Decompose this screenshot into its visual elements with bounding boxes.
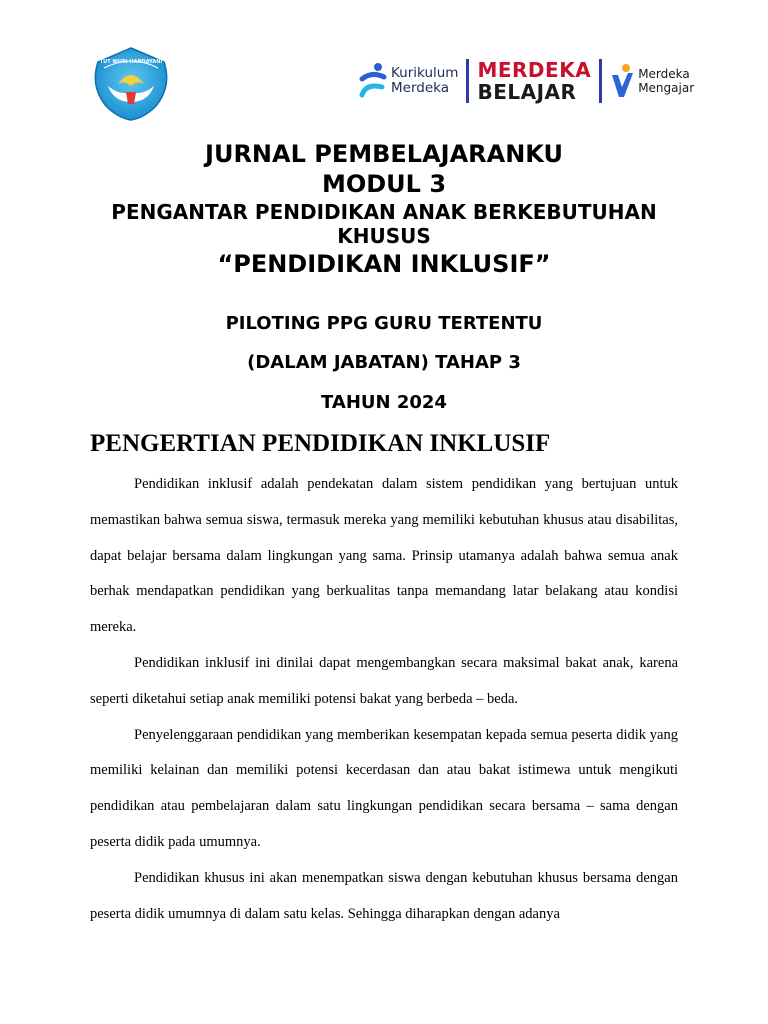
merdeka-belajar-wordmark bbox=[477, 59, 591, 103]
module-title: MODUL 3 bbox=[321, 170, 447, 198]
logo-separator bbox=[466, 59, 469, 103]
topic-title: “PENDIDIKAN INKLUSIF” bbox=[217, 250, 551, 278]
course-title: PENGANTAR PENDIDIKAN ANAK BERKEBUTUHAN KHUSUS bbox=[111, 200, 657, 248]
kurikulum-merdeka-icon bbox=[358, 61, 388, 101]
section-heading: PENGERTIAN PENDIDIKAN INKLUSIF bbox=[90, 430, 551, 457]
stage-line: (DALAM JABATAN) TAHAP 3 bbox=[247, 352, 521, 373]
paragraph: Penyelenggaraan pendidikan yang memberikan kesempatan kepada semua peserta didik yang memiliki kelainan dan memiliki potensi kecerdasan dan atau bakat istimewa untuk mengikuti pendidikan atau pembelajaran dalam satu lingkungan pendidikan secara bersama – sama dengan peserta didik pada umumnya. bbox=[90, 726, 678, 850]
logo-separator bbox=[599, 59, 602, 103]
section-body bbox=[90, 467, 678, 932]
kurikulum-line2: Merdeka bbox=[391, 80, 449, 96]
paragraph: Pendidikan inklusif ini dinilai dapat mengembangkan secara maksimal bakat anak, karena seperti diketahui setiap anak memiliki potensi bakat yang berbeda – beda. bbox=[90, 654, 678, 707]
merdeka-mengajar-wordmark bbox=[638, 67, 694, 95]
logo-lettering: TUT WURI HANDAYANI bbox=[99, 59, 163, 65]
kurikulum-merdeka-wordmark bbox=[391, 66, 458, 96]
tut-wuri-handayani-logo bbox=[90, 46, 172, 122]
paragraph: Pendidikan inklusif adalah pendekatan dalam sistem pendidikan yang bertujuan untuk memastikan bahwa semua siswa, termasuk mereka yang memiliki kebutuhan khusus atau disabilitas, dapat belajar bersama dalam lingkungan yang sama. Prinsip utamanya adalah bahwa semua anak berhak mendapatkan pendidikan yang berkualitas tanpa memandang latar belakang atau kondisi mereka. bbox=[90, 476, 678, 636]
merdeka-mengajar-line2: Mengajar bbox=[638, 81, 695, 95]
year-line: TAHUN 2024 bbox=[321, 392, 447, 413]
journal-title: JURNAL PEMBELAJARANKU bbox=[205, 140, 563, 168]
paragraph: Pendidikan khusus ini akan menempatkan siswa dengan kebutuhan khusus bersama dengan peserta didik umumnya di dalam satu kelas. Sehingga diharapkan dengan adanya bbox=[90, 869, 678, 922]
merdeka-mengajar-line1: Merdeka bbox=[638, 67, 690, 81]
merdeka-belajar-line1: MERDEKA bbox=[477, 58, 592, 82]
program-line: PILOTING PPG GURU TERTENTU bbox=[225, 313, 543, 334]
merdeka-belajar-line2: BELAJAR bbox=[477, 80, 577, 104]
partner-logos bbox=[358, 56, 694, 106]
kurikulum-line1: Kurikulum bbox=[391, 65, 459, 81]
merdeka-mengajar-icon bbox=[610, 63, 634, 99]
